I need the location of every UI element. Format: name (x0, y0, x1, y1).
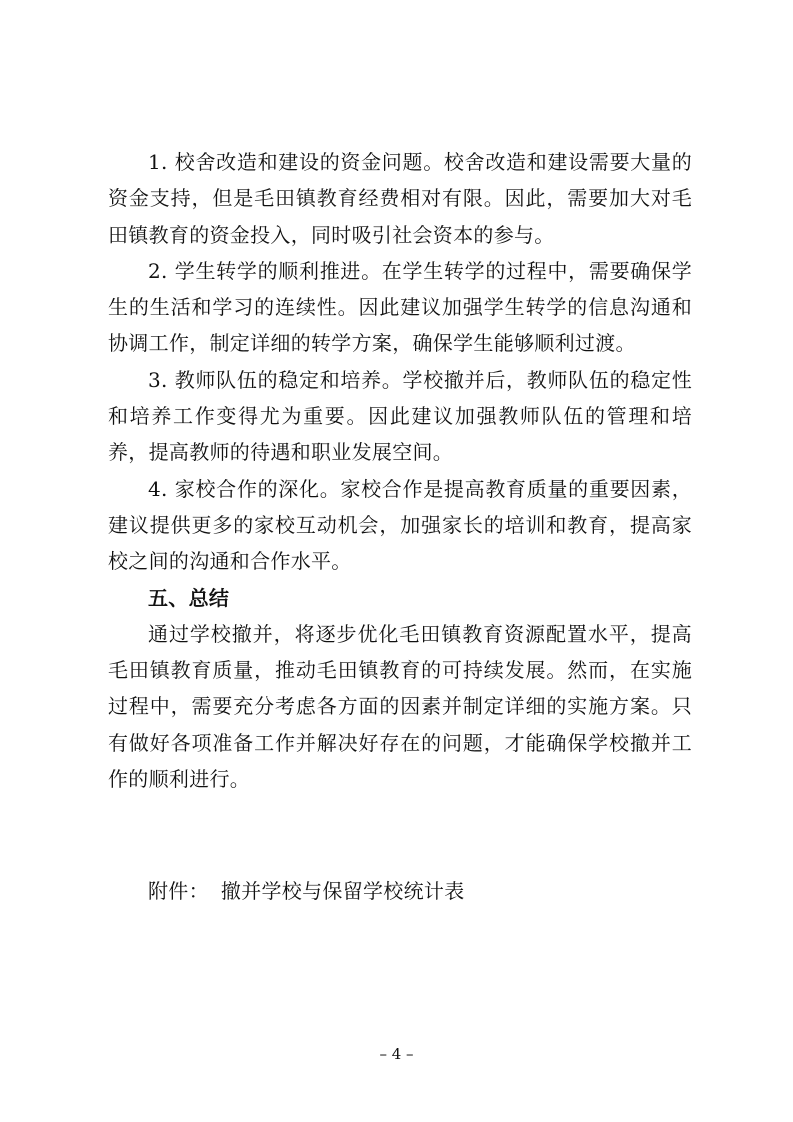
paragraph-teacher-team: 3. 教师队伍的稳定和培养。学校撤并后，教师队伍的稳定性和培养工作变得尤为重要。因此建议加强教师队伍的管理和培养，提高教师的待遇和职业发展空间。 (108, 367, 692, 465)
attachment-label: 附件： (148, 879, 209, 903)
document-body (108, 144, 692, 797)
page-number: – 4 – (379, 1045, 414, 1063)
attachment-line (148, 873, 465, 909)
attachment-title: 撤并学校与保留学校统计表 (220, 879, 465, 903)
paragraph-summary: 通过学校撤并，将逐步优化毛田镇教育资源配置水平，提高毛田镇教育质量，推动毛田镇教育的可持续发展。然而，在实施过程中，需要充分考虑各方面的因素并制定详细的实施方案。只有做好各项准备工作并解决好存在的问题，才能确保学校撤并工作的顺利进行。 (108, 621, 692, 792)
paragraph-home-school: 4. 家校合作的深化。家校合作是提高教育质量的重要因素，建议提供更多的家校互动机会，加强家长的培训和教育，提高家校之间的沟通和合作水平。 (108, 476, 692, 574)
section-heading-summary: 五、总结 (148, 585, 230, 610)
paragraph-funding: 1. 校舍改造和建设的资金问题。校舍改造和建设需要大量的资金支持，但是毛田镇教育经费相对有限。因此，需要加大对毛田镇教育的资金投入，同时吸引社会资本的参与。 (108, 150, 692, 247)
paragraph-student-transfer: 2. 学生转学的顺利推进。在学生转学的过程中，需要确保学生的生活和学习的连续性。因此建议加强学生转学的信息沟通和协调工作，制定详细的转学方案，确保学生能够顺利过渡。 (108, 258, 692, 356)
